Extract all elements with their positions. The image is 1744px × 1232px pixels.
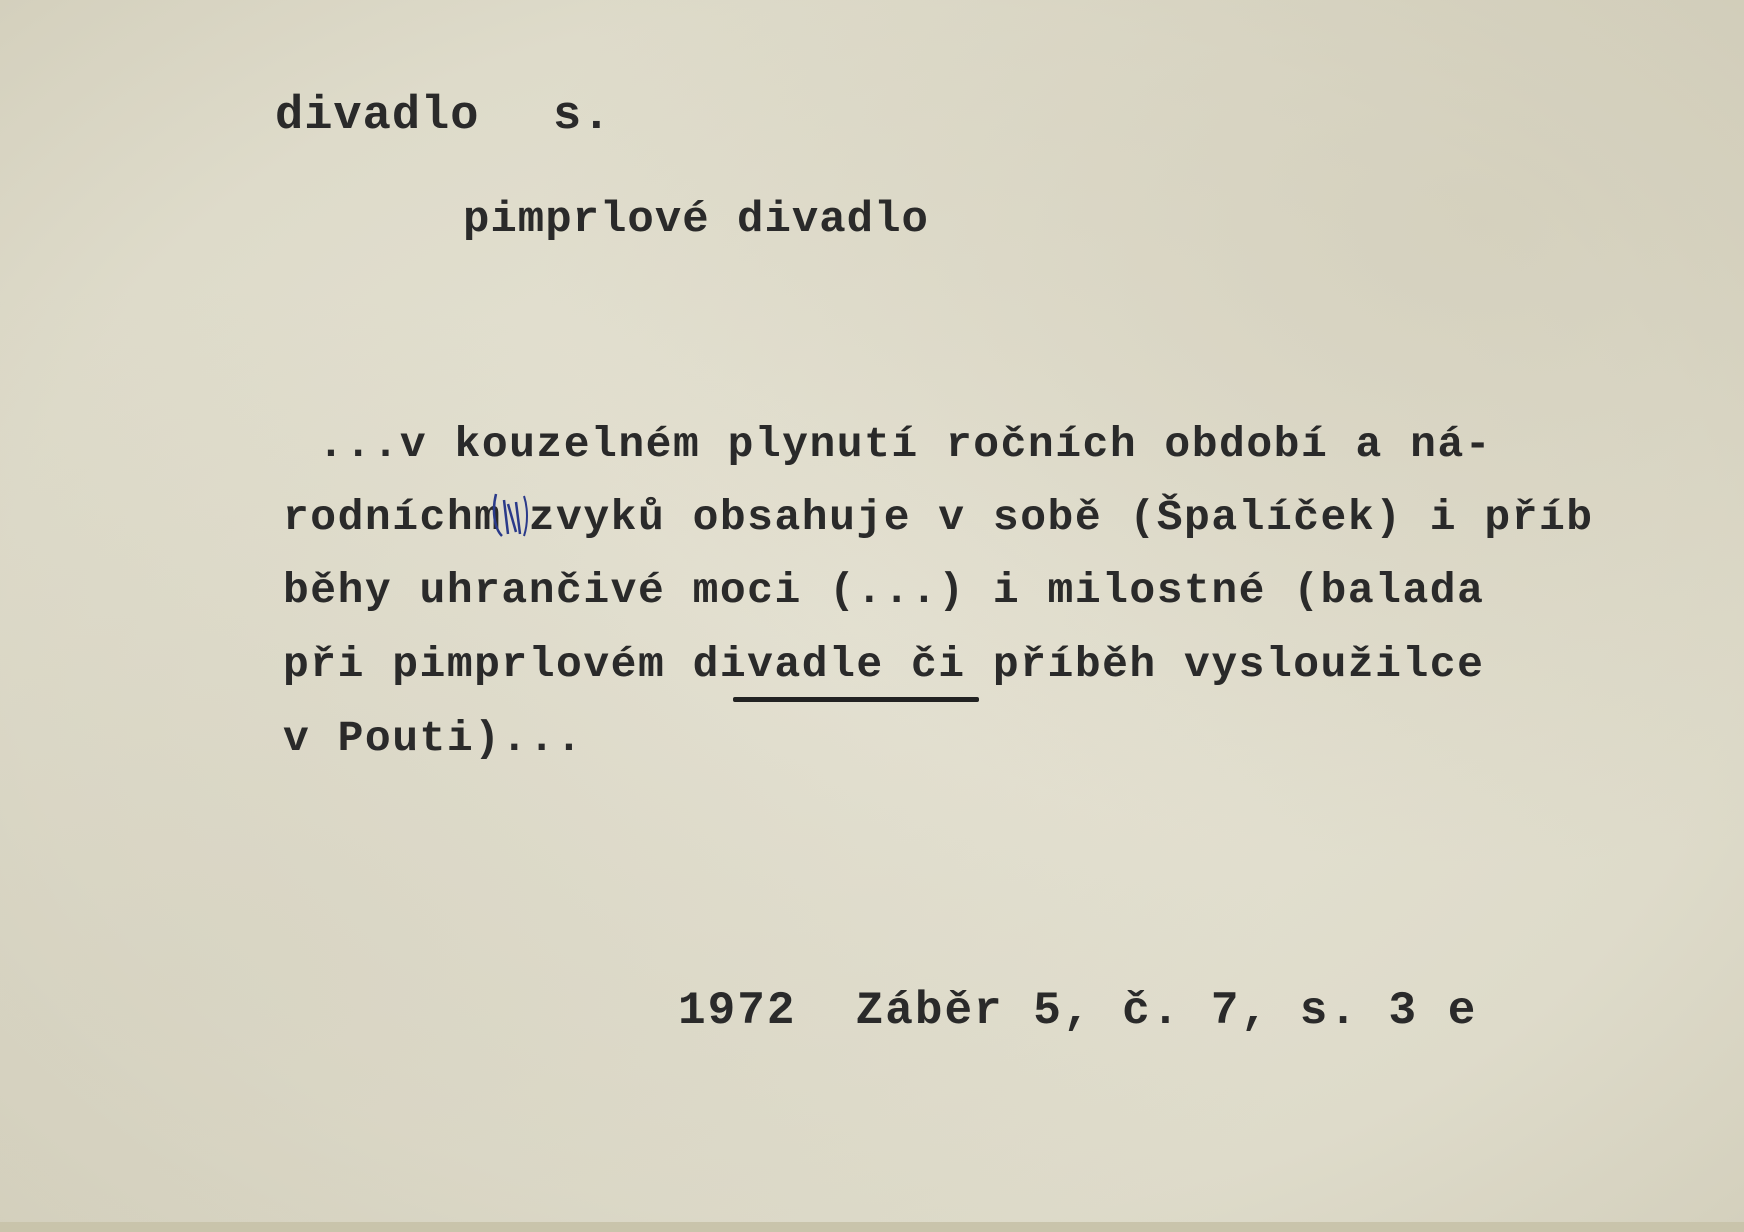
quote-line: ...v kouzelném plynutí ročních období a ná- [318,420,1493,469]
quote-line: při pimprlovém divadle či příběh vysloužilce [283,640,1485,689]
handwritten-correction-mark [490,490,534,540]
part-of-speech: s. [553,90,612,143]
headword: divadlo [275,90,480,143]
example-phrase: pimprlové divadlo [463,195,929,245]
quote-line: v Pouti)... [283,714,584,763]
source-citation: 1972 Záběr 5, č. 7, s. 3 e [678,985,1478,1037]
keyword-underline [733,697,979,702]
quote-line: rodníchm zvyků obsahuje v sobě (Špalíček) i příb [283,493,1594,542]
card-edge [0,1222,1744,1232]
quote-line: běhy uhrančivé moci (...) i milostné (balada [283,566,1485,615]
